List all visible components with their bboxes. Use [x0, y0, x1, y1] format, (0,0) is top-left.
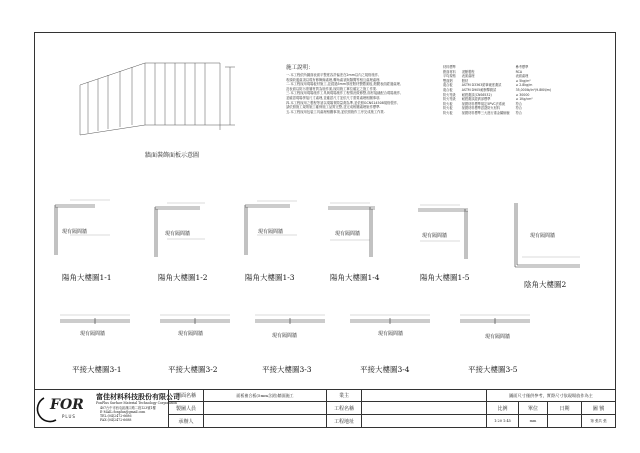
logo-text: FOR — [50, 397, 84, 413]
detail-1-5-caption: 陽角大樓圖1-5 — [420, 273, 470, 282]
detail-1-2-caption: 陽角大樓圖1-2 — [158, 273, 208, 282]
drawing-name-label: 圖面名稱 — [168, 389, 204, 402]
detail-1-5-drawing — [410, 195, 490, 265]
detail-3-4-wall: 現有隔間牆 — [378, 331, 404, 337]
approver-label: 承辦人 — [168, 414, 204, 428]
spec-cell: ≥ 30000 — [515, 92, 530, 97]
spec-cell: 符合 — [515, 101, 522, 106]
spec-cell: ASTM D905耐衝擊測試 — [461, 87, 497, 92]
drafter-value — [203, 401, 327, 415]
spec-cell: ≥ 1Kg/cm² — [515, 97, 533, 102]
date-value — [547, 414, 582, 428]
spec-cell: 複合板 — [443, 83, 453, 88]
company-email: E-MAIL:fonplus@gmail.com — [100, 410, 146, 414]
detail-3-1-caption: 平接大樓圖3-1 — [72, 365, 122, 374]
spec-header: 參考標準 — [515, 65, 529, 69]
spec-cell: 複合板 — [443, 87, 453, 92]
spec-cell: 防火板 — [443, 106, 453, 111]
detail-3-5-wall: 現有隔間牆 — [485, 334, 511, 340]
notes-line: 及表面以防污塗層材質為施作面,採同施工單位確定之施工作業. — [286, 86, 378, 91]
detail-1-1-wall: 現有隔間牆 — [62, 229, 88, 235]
spec-cell: 採國材料標準認證防火材料 — [461, 106, 500, 111]
spec-cell: 符合 — [515, 106, 522, 111]
spec-cell: 耐燃測試(CNS6532) — [461, 92, 492, 97]
scale-label: 比例 — [486, 401, 519, 415]
dimension-note: 圖面尺寸僅供參考，實際尺寸依現場放作為主 — [486, 389, 616, 402]
detail-3-4-caption: 平接大樓圖3-4 — [360, 365, 410, 374]
notes-line: 四.本工程採用之製程等須以現場實際量測為準,並依照GCNS14508規格製作, — [286, 100, 399, 105]
company-fax: FAX:(04)2472-6688 — [100, 418, 132, 422]
sheet-value: 第 張共 張 — [581, 414, 616, 428]
detail-3-5-caption: 平接大樓圖3-5 — [468, 365, 518, 374]
notes-line: 請依照施工規則施工確保施工品質完整,並完成相關處理施作標準. — [286, 105, 381, 110]
detail-3-3-drawing — [250, 310, 330, 350]
notes-line: 收頭收邊處須以現有修飾線處理,轉角處須與隔間等相互處理處理. — [286, 77, 381, 82]
detail-3-3-caption: 平接大樓圖3-3 — [262, 365, 312, 374]
elevation-drawing — [60, 55, 260, 145]
spec-cell: ≥ 2.8kg/m — [515, 83, 533, 88]
company-logo — [40, 394, 86, 424]
spec-cell: 符合 — [515, 110, 522, 115]
spec-cell: 表面處理 — [515, 74, 529, 79]
unit-label: 單位 — [518, 401, 548, 415]
spec-cell: 防火板 — [443, 110, 453, 115]
notes-title: 施工說明： — [286, 65, 314, 71]
spec-cell: 防火板 — [443, 101, 453, 106]
site-label: 工程地址 — [326, 414, 362, 428]
scale-value: 1:20 1:45 — [486, 414, 519, 428]
spec-cell: 採國材料標準三大進行重金屬檢驗 — [461, 110, 510, 115]
project-value — [361, 401, 487, 415]
logo-subtext: PLUS — [62, 414, 76, 419]
detail-1-3-caption: 陽角大樓圖1-3 — [245, 273, 295, 282]
spec-cell: 35,000Ib/in²(9.8KN/m) — [515, 87, 552, 92]
site-value — [361, 414, 487, 428]
company-name-en: FonPlus Surface Material Technology Corporation — [96, 401, 178, 405]
construction-notes — [286, 63, 436, 114]
detail-1-5-wall: 現有隔間牆 — [422, 233, 448, 239]
detail-1-1-caption: 陽角大樓圖1-1 — [62, 273, 112, 282]
detail-3-2-wall: 現有隔間牆 — [178, 331, 204, 337]
spec-cell: RCA — [515, 69, 523, 74]
spec-cell: 鋁材 — [461, 78, 469, 83]
detail-3-5-drawing — [455, 310, 535, 350]
notes-line: 並確認現場拼接尺寸處理,並確認尺寸並依尺寸需要處理相關事項. — [286, 95, 381, 100]
detail-3-1-wall: 現有隔間牆 — [80, 331, 106, 337]
notes-line: 三.本工程採用現場施作工具與現場施作工程情況做修整,面材接縫配合現場施作, — [286, 91, 402, 96]
detail-2-drawing — [510, 195, 590, 265]
spec-cell: 鋁面材料 — [443, 69, 456, 74]
notes-line: 二.本工程採用現場板材施工,並經過5mm厚度鋁材整體面板,鋁膜表面經過處理, — [286, 82, 401, 87]
spec-cell: 防火等級 — [443, 92, 456, 97]
drafter-label: 製圖人員 — [168, 401, 204, 415]
approver-value — [203, 414, 327, 428]
notes-line: 五.本工程採用包裝工具處理相關事項,並依照施作工序完成施工作業. — [286, 109, 385, 114]
spec-cell: ASTM D3363鉛筆硬度測試 — [461, 83, 502, 88]
spec-cell: 雙面鋁 — [443, 78, 453, 83]
drawing-name-value: 面板複合板(5mm含鋁)牆面施工 — [203, 389, 327, 402]
detail-1-4-caption: 陽角大樓圖1-4 — [330, 273, 380, 282]
title-block — [34, 389, 616, 428]
spec-cell: 滾壓製程 — [461, 69, 475, 74]
project-label: 工程名稱 — [326, 401, 362, 415]
detail-1-2-wall: 現有隔間牆 — [165, 231, 191, 237]
material-spec-table — [440, 65, 590, 116]
owner-label: 業主 — [326, 389, 362, 402]
company-address: 407台中市西屯區漢口路二段123號1樓 — [100, 406, 156, 410]
notes-line: 一.本工程依所圖面表面平整度容許偏差在2mm以內之規格施作, — [286, 73, 380, 77]
company-tel: TEL:(04)2472-6686 — [100, 414, 132, 418]
detail-2-wall: 現有隔間牆 — [530, 233, 556, 239]
spec-cell: ≥ 5kg/m² — [515, 78, 531, 83]
company-name-cn: 富佳材料科技股份有限公司 — [96, 392, 180, 401]
date-label: 日期 — [547, 401, 582, 415]
elevation-title: 牆面裝飾面板示意圖 — [145, 152, 200, 159]
spec-cell: 平均規格 — [443, 74, 456, 79]
detail-2-caption: 陰角大樓圖2 — [524, 280, 567, 289]
spec-cell: 防火等級 — [443, 97, 456, 102]
spec-cell: 表面處理 — [461, 74, 475, 79]
sheet-label: 圖 號 — [581, 401, 616, 415]
detail-3-2-caption: 平接大樓圖3-2 — [168, 365, 218, 374]
detail-1-4-wall: 現有隔間牆 — [335, 231, 361, 237]
unit-value: mm — [518, 414, 548, 428]
spec-cell: 採國材料標準規定5PVC法系統 — [461, 101, 506, 106]
spec-header: 材料標準 — [443, 65, 456, 69]
detail-3-3-wall: 現有隔間牆 — [272, 333, 298, 339]
detail-1-3-wall: 現有隔間牆 — [258, 229, 284, 235]
spec-cell: 耐燃測試經濟部標準 — [461, 97, 491, 102]
